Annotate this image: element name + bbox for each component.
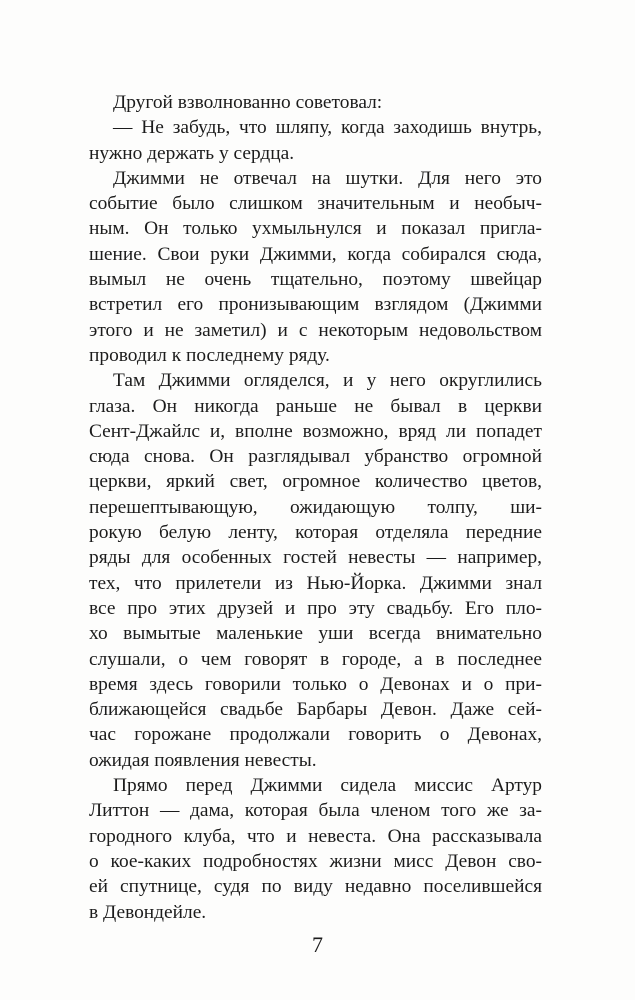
text-line: Прямо перед Джимми сидела миссис Артур bbox=[113, 775, 542, 797]
text-line: о кое-каких подробностях жизни мисс Девон сво- bbox=[89, 850, 542, 872]
text-line: Там Джимми огляделся, и у него округлились bbox=[113, 370, 542, 392]
paragraph bbox=[89, 166, 542, 368]
text-line: ряды для особенных гостей невесты — например, bbox=[89, 547, 542, 569]
text-line: — Не забудь, что шляпу, когда заходишь внутрь, bbox=[113, 117, 542, 139]
text-line: хо вымытые маленькие уши всегда внимательно bbox=[89, 623, 542, 645]
text-line: ей спутнице, судя по виду недавно поселившейся bbox=[89, 876, 542, 898]
paragraph bbox=[89, 368, 542, 773]
text-line: городного клуба, что и невеста. Она рассказывала bbox=[89, 825, 542, 847]
text-line: вымыл не очень тщательно, поэтому швейцар bbox=[89, 269, 542, 291]
text-line: глаза. Он никогда раньше не бывал в церкви bbox=[89, 395, 542, 417]
text-line: сюда снова. Он разглядывал убранство огромной bbox=[89, 446, 542, 468]
text-line: перешептывающую, ожидающую толпу, ши- bbox=[89, 496, 542, 518]
text-line: событие было слишком значительным и необыч- bbox=[89, 193, 542, 215]
body-text bbox=[89, 90, 542, 925]
text-line: проводил к последнему ряду. bbox=[89, 344, 330, 366]
text-line: Джимми не отвечал на шутки. Для него это bbox=[113, 167, 542, 189]
text-line: Другой взволнованно советовал: bbox=[113, 92, 383, 113]
text-line: слушали, о чем говорят в городе, а в последнее bbox=[89, 648, 542, 670]
text-line: рокую белую ленту, которая отделяла передние bbox=[89, 522, 542, 544]
text-line: встретил его пронизывающим взглядом (Джимми bbox=[89, 294, 542, 316]
text-line: в Девондейле. bbox=[89, 901, 207, 923]
paragraph bbox=[89, 773, 542, 925]
text-line: время здесь говорили только о Девонах и о при- bbox=[89, 673, 542, 695]
page-number: 7 bbox=[312, 932, 323, 957]
text-line: ожидая появления невесты. bbox=[89, 749, 317, 771]
text-line: Сент-Джайлс и, вполне возможно, вряд ли попадет bbox=[89, 420, 542, 442]
text-line: церкви, яркий свет, огромное количество цветов, bbox=[89, 471, 542, 493]
text-line: шение. Свои руки Джимми, когда собирался сюда, bbox=[89, 243, 542, 265]
paragraph bbox=[89, 115, 542, 166]
text-line: час горожане продолжали говорить о Девонах, bbox=[89, 724, 542, 746]
text-line: ным. Он только ухмыльнулся и показал пригла- bbox=[89, 218, 542, 240]
text-line: Литтон — дама, которая была членом того же за- bbox=[89, 800, 542, 822]
text-line: тех, что прилетели из Нью-Йорка. Джимми знал bbox=[89, 572, 542, 594]
text-line: все про этих друзей и про эту свадьбу. Его пло- bbox=[89, 597, 542, 619]
paragraph bbox=[89, 90, 542, 115]
text-line: ближающейся свадьбе Барбары Девон. Даже сей- bbox=[89, 699, 542, 721]
text-line: этого и не заметил) и с некоторым недовольством bbox=[89, 319, 542, 341]
text-line: нужно держать у сердца. bbox=[89, 142, 295, 164]
